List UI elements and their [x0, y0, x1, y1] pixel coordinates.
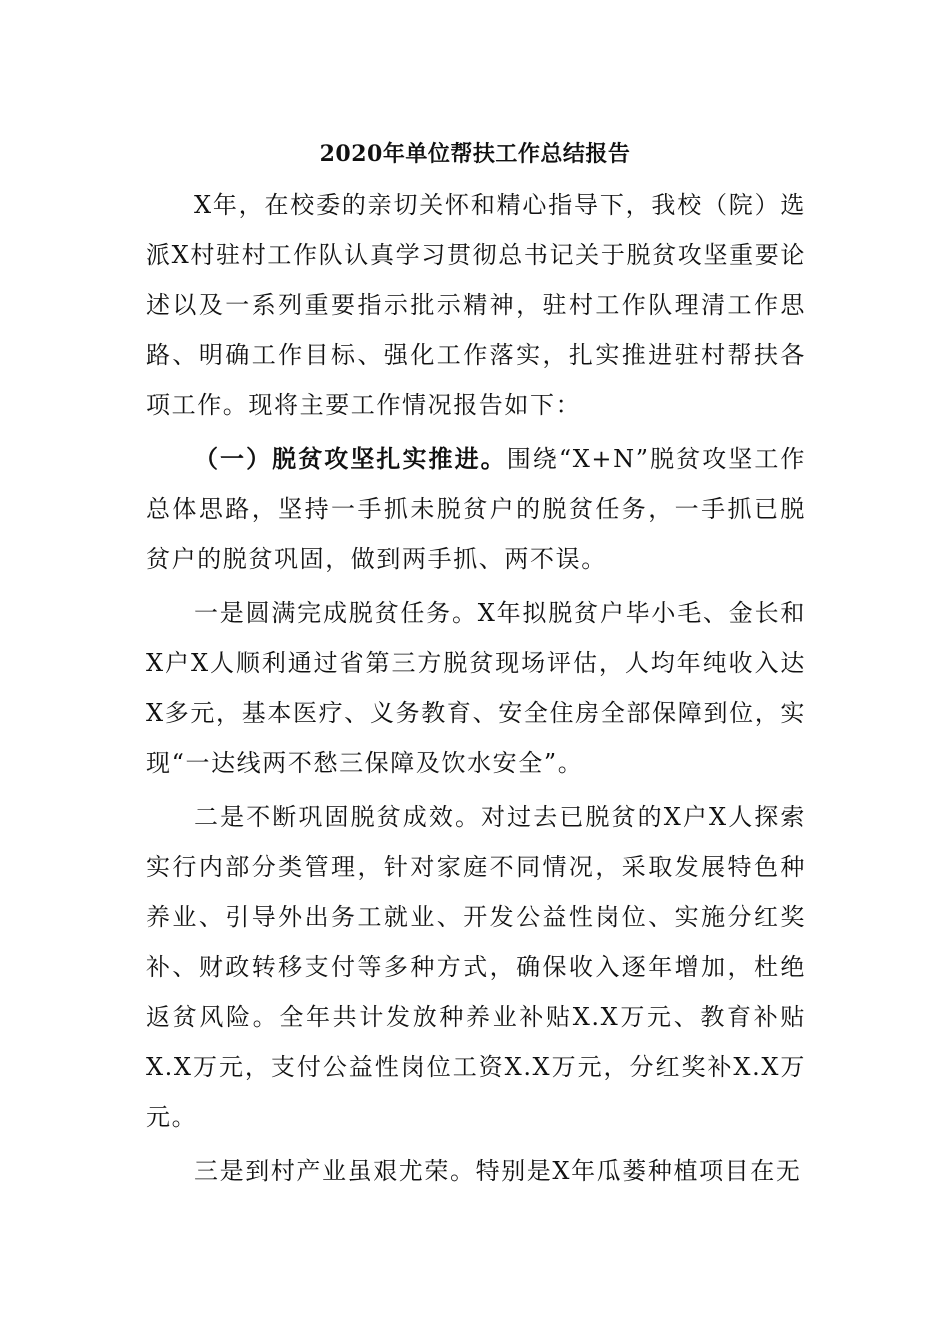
intro-paragraph-text: X年，在校委的亲切关怀和精心指导下，我校（院）选派X村驻村工作队认真学习贯彻总书记关于脱贫攻坚重要论述以及一系列重要指示批示精神，驻村工作队理清工作思路、明确工作目标、强化工作落实，扎实推进驻村帮扶各项工作。现将主要工作情况报告如下： — [146, 191, 806, 419]
point-one-paragraph — [146, 588, 806, 788]
point-three-text: 三是到村产业虽艰尤荣。特别是X年瓜蒌种植项目在无 — [194, 1157, 802, 1185]
point-two-text: 二是不断巩固脱贫成效。对过去已脱贫的X户X人探索实行内部分类管理，针对家庭不同情况，采取发展特色种养业、引导外出务工就业、开发公益性岗位、实施分红奖补、财政转移支付等多种方式，确保收入逐年增加，杜绝返贫风险。全年共计发放种养业补贴X.X万元、教育补贴X.X万元，支付公益性岗位工资X.X万元，分红奖补X.X万元。 — [146, 803, 806, 1131]
document-body — [146, 180, 806, 1200]
section-one-paragraph — [146, 434, 806, 584]
document-title: 2020年单位帮扶工作总结报告 — [319, 141, 631, 167]
section-one-text: 围绕“X+N”脱贫攻坚工作总体思路，坚持一手抓未脱贫户的脱贫任务，一手抓已脱贫户的脱贫巩固，做到两手抓、两不误。 — [146, 445, 806, 573]
point-one-text: 一是圆满完成脱贫任务。X年拟脱贫户毕小毛、金长和X户X人顺利通过省第三方脱贫现场评估，人均年纯收入达X多元，基本医疗、义务教育、安全住房全部保障到位，实现“一达线两不愁三保障及饮水安全”。 — [146, 599, 806, 777]
point-three-paragraph — [146, 1146, 806, 1196]
section-one-heading: （一）脱贫攻坚扎实推进。 — [194, 444, 507, 473]
intro-paragraph — [146, 180, 806, 430]
point-two-paragraph — [146, 792, 806, 1142]
